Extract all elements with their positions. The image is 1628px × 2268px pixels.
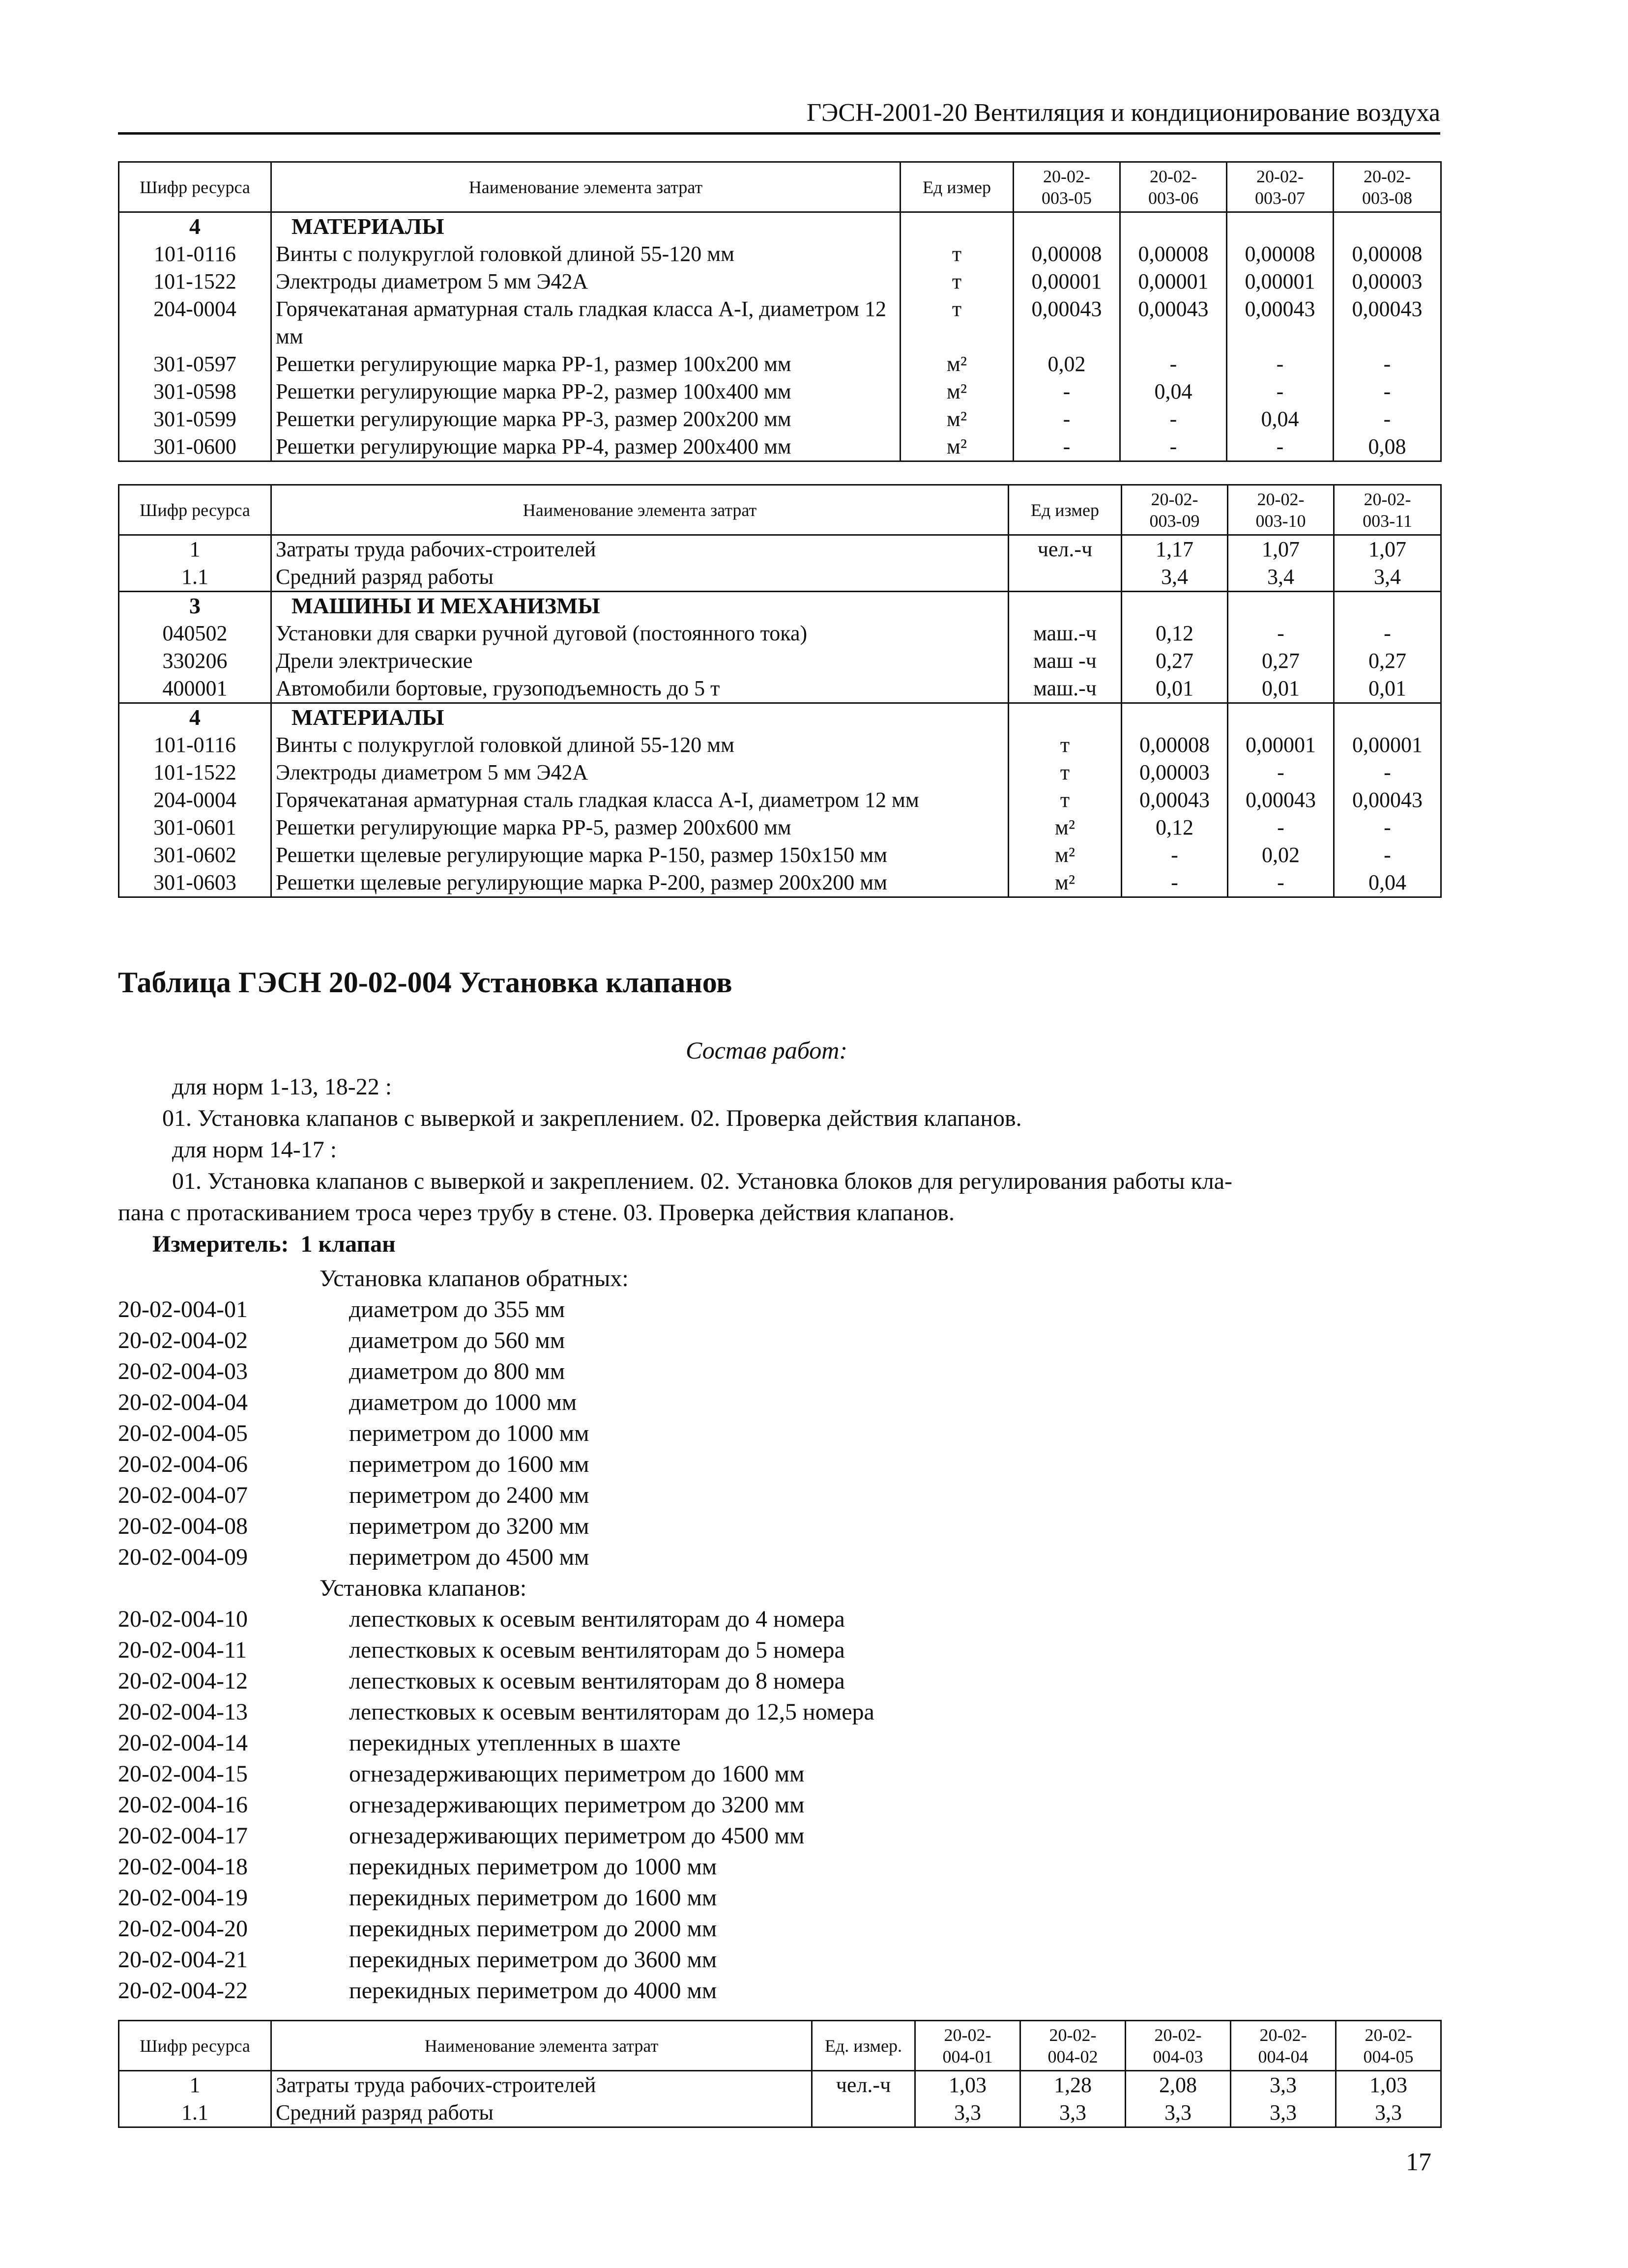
norm-code: 20-02-004-17 (118, 1823, 248, 1849)
section-name: МАШИНЫ И МЕХАНИЗМЫ (271, 592, 1009, 620)
norm-text: диаметром до 1000 мм (349, 1389, 577, 1415)
table1-body (119, 212, 1441, 461)
table-cell-value: 0,00008 (1014, 240, 1120, 268)
table-cell-value: - (1228, 869, 1334, 897)
table-row-code: 301-0603 (119, 869, 271, 897)
table-row-name: Затраты труда рабочих-строителей (271, 2071, 812, 2099)
norm-text: огнезадерживающих периметром до 3200 мм (349, 1792, 805, 1818)
col-header-norm: 20-02- 003-05 (1014, 162, 1120, 212)
table-cell-value: 0,04 (1120, 378, 1227, 405)
table-row-name: Решетки регулирующие марка РР-4, размер 200х400 мм (271, 433, 901, 461)
table-row-code: 101-1522 (119, 268, 271, 295)
col-header-norm: 20-02- 003-11 (1334, 485, 1441, 535)
norm-code: 20-02-004-19 (118, 1885, 248, 1911)
table-cell-value: 3,3 (1126, 2099, 1231, 2127)
list-item (118, 1913, 874, 1944)
list-item (118, 1882, 874, 1913)
table-row-code: 301-0599 (119, 405, 271, 433)
table-cell-value: 0,00043 (1228, 786, 1334, 814)
norm-code: 20-02-004-16 (118, 1792, 248, 1818)
table-row-code: 1 (119, 535, 271, 564)
table-row-name: Решетки регулирующие марка РР-2, размер 100х400 мм (271, 378, 901, 405)
page-number: 17 (1406, 2148, 1431, 2176)
work-step-2-cont: пана с протаскиванием троса через трубу в стене. 03. Проверка действия клапанов. (118, 1200, 955, 1226)
norm-text: перекидных периметром до 1600 мм (349, 1885, 717, 1911)
table-cell-value: - (1120, 433, 1227, 461)
table-cell-value: - (1334, 405, 1441, 433)
table-row-unit: т (1009, 759, 1122, 786)
meter-value: 1 клапан (300, 1231, 396, 1257)
table-cell-value: 0,00001 (1014, 268, 1120, 295)
table-cell-value: 0,27 (1122, 647, 1228, 675)
table-cell-value: - (1227, 378, 1334, 405)
list-item (118, 1325, 874, 1356)
table-row-unit: м² (1009, 841, 1122, 869)
norm-text: перекидных периметром до 2000 мм (349, 1916, 717, 1942)
table-cell-value: 0,00043 (1122, 786, 1228, 814)
col-header-name: Наименование элемента затрат (271, 162, 901, 212)
norm-text: лепестковых к осевым вентиляторам до 5 номера (349, 1637, 845, 1663)
list-item (118, 1418, 874, 1449)
table-row-unit: м² (1009, 869, 1122, 897)
table-cell-value: 3,4 (1228, 563, 1334, 592)
col-header-norm: 20-02- 003-09 (1122, 485, 1228, 535)
table-row-name: Решетки регулирующие марка РР-1, размер 100х200 мм (271, 350, 901, 378)
col-header-unit: Ед. измер. (812, 2021, 915, 2071)
norm-text: диаметром до 800 мм (349, 1358, 565, 1384)
col-header-norm: 20-02- 003-10 (1228, 485, 1334, 535)
table-cell-value: 1,17 (1122, 535, 1228, 564)
table-row-code: 330206 (119, 647, 271, 675)
list-item (118, 1511, 874, 1542)
work-composition-title: Состав работ: (686, 1036, 848, 1064)
col-header-norm: 20-02- 004-01 (915, 2021, 1020, 2071)
table-cell-value: 0,00043 (1014, 295, 1120, 350)
table-cell-value: 0,00008 (1334, 240, 1441, 268)
table-row-name: Установки для сварки ручной дуговой (постоянного тока) (271, 620, 1009, 647)
table-cell-value: 0,04 (1334, 869, 1441, 897)
table-row-name: Автомобили бортовые, грузоподъемность до 5 т (271, 675, 1009, 703)
table-cell-value: - (1014, 405, 1120, 433)
table-row-code: 040502 (119, 620, 271, 647)
table-row-code: 1.1 (119, 2099, 271, 2127)
resource-table-003-05-08 (118, 161, 1442, 462)
norm-code: 20-02-004-20 (118, 1916, 248, 1942)
list-item (118, 1944, 874, 1975)
table2-body (119, 535, 1441, 897)
norm-text: огнезадерживающих периметром до 4500 мм (349, 1823, 805, 1849)
table-cell-value: 1,07 (1228, 535, 1334, 564)
running-header: ГЭСН-2001-20 Вентиляция и кондиционирование воздуха (118, 98, 1440, 135)
table-cell-value: - (1334, 350, 1441, 378)
norm-code: 20-02-004-11 (118, 1637, 247, 1663)
list-item (118, 1542, 874, 1573)
norm-code: 20-02-004-02 (118, 1327, 248, 1353)
table-row-code: 1 (119, 2071, 271, 2099)
table-cell-value: - (1014, 433, 1120, 461)
norms-list (118, 1263, 874, 2006)
norm-code: 20-02-004-15 (118, 1761, 248, 1787)
table-row-code: 400001 (119, 675, 271, 703)
table-row-unit: м² (1009, 814, 1122, 841)
meter (152, 1229, 396, 1260)
table-row-unit: м² (901, 378, 1014, 405)
col-header-name: Наименование элемента затрат (271, 485, 1009, 535)
col-header-norm: 20-02- 003-07 (1227, 162, 1334, 212)
section-code: 3 (119, 592, 271, 620)
norm-code: 20-02-004-10 (118, 1606, 248, 1632)
list-item (118, 1975, 874, 2006)
table-row-unit: м² (901, 405, 1014, 433)
table-cell-value: - (1122, 841, 1228, 869)
col-header-unit: Ед измер (1009, 485, 1122, 535)
norm-text: периметром до 3200 мм (349, 1513, 589, 1539)
table3-body (119, 2071, 1441, 2127)
table-cell-value: 2,08 (1126, 2071, 1231, 2099)
list-item (118, 1696, 874, 1727)
table-row-code: 301-0598 (119, 378, 271, 405)
col-header-unit: Ед измер (901, 162, 1014, 212)
table-row-name: Горячекатаная арматурная сталь гладкая класса А-I, диаметром 12 мм (271, 786, 1009, 814)
table-row-code: 301-0602 (119, 841, 271, 869)
resource-table-003-09-11 (118, 484, 1442, 898)
norm-code: 20-02-004-06 (118, 1451, 248, 1477)
table-cell-value: 3,3 (1336, 2099, 1441, 2127)
resource-table-004-01-05 (118, 2020, 1442, 2128)
table-cell-value: 3,3 (1231, 2099, 1336, 2127)
norm-code: 20-02-004-13 (118, 1699, 248, 1725)
table-cell-value: 3,3 (915, 2099, 1020, 2127)
list-item (118, 1727, 874, 1758)
norm-text: огнезадерживающих периметром до 1600 мм (349, 1761, 805, 1787)
table-cell-value: 0,00043 (1334, 295, 1441, 350)
table-cell-value: 0,00043 (1334, 786, 1441, 814)
norm-text: лепестковых к осевым вентиляторам до 8 номера (349, 1668, 845, 1694)
norm-code: 20-02-004-21 (118, 1947, 248, 1973)
table-cell-value: 0,12 (1122, 814, 1228, 841)
table-cell-value: 1,07 (1334, 535, 1441, 564)
table-row-code: 301-0597 (119, 350, 271, 378)
work-note-2: для норм 14-17 : (172, 1137, 337, 1163)
table-cell-value: 0,00001 (1227, 268, 1334, 295)
table-cell-value: - (1120, 350, 1227, 378)
norm-code: 20-02-004-18 (118, 1854, 248, 1880)
list-item (118, 1294, 874, 1325)
section-code: 4 (119, 703, 271, 732)
table-cell-value: 0,00001 (1228, 731, 1334, 759)
list-item (118, 1665, 874, 1696)
list-item (118, 1387, 874, 1418)
table-row-unit: т (901, 240, 1014, 268)
table-cell-value: - (1334, 841, 1441, 869)
table-cell-value: 0,00043 (1227, 295, 1334, 350)
table-cell-value: - (1120, 405, 1227, 433)
norm-text: перекидных утепленных в шахте (349, 1730, 681, 1756)
table-row-code: 101-1522 (119, 759, 271, 786)
norm-code: 20-02-004-01 (118, 1296, 248, 1322)
table-cell-value: 0,00001 (1334, 731, 1441, 759)
table-cell-value: 0,00008 (1227, 240, 1334, 268)
table-row-code: 1.1 (119, 563, 271, 592)
section-name: МАТЕРИАЛЫ (271, 212, 901, 241)
norm-code: 20-02-004-07 (118, 1482, 248, 1508)
table-cell-value: 0,00001 (1120, 268, 1227, 295)
table-cell-value: 3,4 (1122, 563, 1228, 592)
table-cell-value: 0,01 (1334, 675, 1441, 703)
table-cell-value: 0,27 (1334, 647, 1441, 675)
norm-code: 20-02-004-22 (118, 1978, 248, 2004)
norm-text: перекидных периметром до 4000 мм (349, 1978, 717, 2004)
table-row-name: Электроды диаметром 5 мм Э42А (271, 268, 901, 295)
table-row-code: 301-0600 (119, 433, 271, 461)
norm-code: 20-02-004-04 (118, 1389, 248, 1415)
table-cell-value: 0,02 (1228, 841, 1334, 869)
table-cell-value: 0,00043 (1120, 295, 1227, 350)
table-cell-value: 3,3 (1231, 2071, 1336, 2099)
table-cell-value: 1,03 (1336, 2071, 1441, 2099)
table-row-unit: чел.-ч (812, 2071, 915, 2099)
table-row-unit: т (1009, 731, 1122, 759)
list-item (118, 1356, 874, 1387)
list-item (118, 1604, 874, 1635)
table-row-unit (1009, 563, 1122, 592)
col-header-norm: 20-02- 004-03 (1126, 2021, 1231, 2071)
table-row-unit: т (1009, 786, 1122, 814)
norm-text: периметром до 2400 мм (349, 1482, 589, 1508)
table-row-name: Дрели электрические (271, 647, 1009, 675)
table-row-unit (812, 2099, 915, 2127)
col-header-norm: 20-02- 004-04 (1231, 2021, 1336, 2071)
norm-text: диаметром до 355 мм (349, 1296, 565, 1322)
norm-text: перекидных периметром до 3600 мм (349, 1947, 717, 1973)
table-row-name: Решетки регулирующие марка РР-3, размер 200х200 мм (271, 405, 901, 433)
section-code: 4 (119, 212, 271, 241)
table-cell-value: - (1228, 814, 1334, 841)
table-cell-value: 1,03 (915, 2071, 1020, 2099)
meter-label: Измеритель: (152, 1231, 289, 1257)
table-cell-value: 0,00003 (1334, 268, 1441, 295)
table-cell-value: - (1334, 759, 1441, 786)
table-row-name: Горячекатаная арматурная сталь гладкая класса А-I, диаметром 12 мм (271, 295, 901, 350)
work-step-1: 01. Установка клапанов с выверкой и закреплением. 02. Проверка действия клапанов. (162, 1105, 1022, 1131)
table-cell-value: - (1227, 350, 1334, 378)
table-row-unit: м² (901, 350, 1014, 378)
list-item (118, 1820, 874, 1851)
list-item (118, 1635, 874, 1665)
list-item (118, 1480, 874, 1511)
table-row-name: Винты с полукруглой головкой длиной 55-120 мм (271, 240, 901, 268)
table-row-unit: маш.-ч (1009, 620, 1122, 647)
table-row-name: Винты с полукруглой головкой длиной 55-120 мм (271, 731, 1009, 759)
table-row-code: 301-0601 (119, 814, 271, 841)
list-item (118, 1789, 874, 1820)
table-cell-value: 0,27 (1228, 647, 1334, 675)
table-cell-value: 0,08 (1334, 433, 1441, 461)
col-header-code: Шифр ресурса (119, 2021, 271, 2071)
norm-code: 20-02-004-14 (118, 1730, 248, 1756)
table-row-name: Затраты труда рабочих-строителей (271, 535, 1009, 564)
table-cell-value: 1,28 (1020, 2071, 1126, 2099)
col-header-norm: 20-02- 004-05 (1336, 2021, 1441, 2071)
table-row-name: Средний разряд работы (271, 2099, 812, 2127)
table-row-unit: маш -ч (1009, 647, 1122, 675)
table-cell-value: - (1228, 759, 1334, 786)
col-header-norm: 20-02- 003-08 (1334, 162, 1441, 212)
norm-text: лепестковых к осевым вентиляторам до 12,5 номера (349, 1699, 874, 1725)
table-cell-value: 0,00008 (1120, 240, 1227, 268)
norm-code: 20-02-004-08 (118, 1513, 248, 1539)
table-row-name: Решетки регулирующие марка РР-5, размер 200х600 мм (271, 814, 1009, 841)
table-cell-value: 3,3 (1020, 2099, 1126, 2127)
table-cell-value: 0,02 (1014, 350, 1120, 378)
table-cell-value: 0,04 (1227, 405, 1334, 433)
table-row-code: 204-0004 (119, 786, 271, 814)
col-header-norm: 20-02- 003-06 (1120, 162, 1227, 212)
table-row-name: Средний разряд работы (271, 563, 1009, 592)
norm-code: 20-02-004-05 (118, 1420, 248, 1446)
work-note-1: для норм 1-13, 18-22 : (172, 1074, 392, 1100)
table-row-name: Решетки щелевые регулирующие марка Р-200, размер 200х200 мм (271, 869, 1009, 897)
norm-code: 20-02-004-09 (118, 1544, 248, 1570)
table-cell-value: - (1122, 869, 1228, 897)
norm-code: 20-02-004-12 (118, 1668, 248, 1694)
norm-text: периметром до 1600 мм (349, 1451, 589, 1477)
norm-text: периметром до 4500 мм (349, 1544, 589, 1570)
table-row-unit: т (901, 268, 1014, 295)
norm-text: периметром до 1000 мм (349, 1420, 589, 1446)
col-header-code: Шифр ресурса (119, 485, 271, 535)
norm-code: 20-02-004-03 (118, 1358, 248, 1384)
col-header-code: Шифр ресурса (119, 162, 271, 212)
table-cell-value: - (1227, 433, 1334, 461)
list-item (118, 1758, 874, 1789)
table-row-code: 101-0116 (119, 240, 271, 268)
table-cell-value: - (1334, 814, 1441, 841)
table-cell-value: 0,00003 (1122, 759, 1228, 786)
table-cell-value: 0,01 (1122, 675, 1228, 703)
table-cell-value: - (1228, 620, 1334, 647)
norm-text: лепестковых к осевым вентиляторам до 4 номера (349, 1606, 845, 1632)
norms-group-title: Установка клапанов: (320, 1575, 527, 1601)
table-row-unit: маш.-ч (1009, 675, 1122, 703)
table-cell-value: 0,00008 (1122, 731, 1228, 759)
table-row-code: 101-0116 (119, 731, 271, 759)
table-row-unit: чел.-ч (1009, 535, 1122, 564)
section-name: МАТЕРИАЛЫ (271, 703, 1009, 732)
list-item (118, 1449, 874, 1480)
col-header-name: Наименование элемента затрат (271, 2021, 812, 2071)
norm-text: перекидных периметром до 1000 мм (349, 1854, 717, 1880)
table-row-unit: м² (901, 433, 1014, 461)
table-cell-value: - (1334, 620, 1441, 647)
work-step-2: 01. Установка клапанов с выверкой и закреплением. 02. Установка блоков для регулирования работы кла- (172, 1168, 1232, 1194)
table-row-name: Решетки щелевые регулирующие марка Р-150, размер 150х150 мм (271, 841, 1009, 869)
table-cell-value: 0,12 (1122, 620, 1228, 647)
col-header-norm: 20-02- 004-02 (1020, 2021, 1126, 2071)
section-title: Таблица ГЭСН 20-02-004 Установка клапанов (118, 966, 732, 999)
table-row-unit: т (901, 295, 1014, 350)
list-item (118, 1851, 874, 1882)
table-row-name: Электроды диаметром 5 мм Э42А (271, 759, 1009, 786)
table-row-code: 204-0004 (119, 295, 271, 350)
norms-group-title: Установка клапанов обратных: (320, 1265, 629, 1292)
table-cell-value: - (1334, 378, 1441, 405)
table-cell-value: 0,01 (1228, 675, 1334, 703)
table-cell-value: - (1014, 378, 1120, 405)
table-cell-value: 3,4 (1334, 563, 1441, 592)
norm-text: диаметром до 560 мм (349, 1327, 565, 1353)
